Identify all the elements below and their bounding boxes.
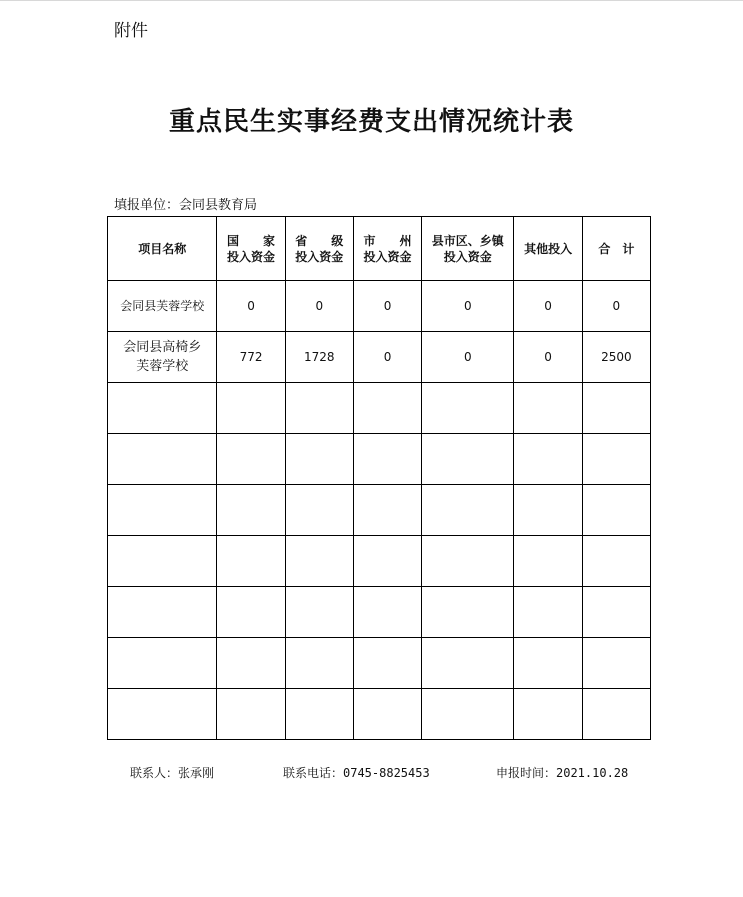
table-row — [108, 281, 651, 332]
empty-cell — [217, 383, 285, 434]
empty-cell — [108, 434, 217, 485]
empty-cell — [514, 689, 582, 740]
empty-cell — [422, 587, 514, 638]
empty-cell — [108, 383, 217, 434]
empty-cell — [582, 485, 650, 536]
empty-cell — [514, 434, 582, 485]
report-date: 申报时间：2021.10.28 — [496, 766, 629, 780]
cell-total: 2500 — [582, 332, 650, 383]
cell-provincial: 0 — [285, 281, 353, 332]
empty-cell — [285, 536, 353, 587]
empty-cell — [108, 536, 217, 587]
cell-total: 0 — [582, 281, 650, 332]
empty-cell — [217, 689, 285, 740]
table-row — [108, 332, 651, 383]
empty-table-row — [108, 689, 651, 740]
empty-cell — [422, 434, 514, 485]
cell-other: 0 — [514, 332, 582, 383]
empty-cell — [353, 383, 421, 434]
cell-county: 0 — [422, 281, 514, 332]
contact-phone: 联系电话：0745-8825453 — [283, 766, 430, 780]
empty-cell — [108, 587, 217, 638]
empty-cell — [353, 434, 421, 485]
empty-table-row — [108, 383, 651, 434]
empty-cell — [285, 638, 353, 689]
empty-cell — [582, 434, 650, 485]
header-national-funds: 国 家 投入资金 — [217, 217, 285, 281]
page-title: 重点民生实事经费支出情况统计表 — [168, 107, 574, 137]
empty-cell — [582, 638, 650, 689]
empty-cell — [217, 536, 285, 587]
empty-cell — [285, 587, 353, 638]
cell-city: 0 — [353, 281, 421, 332]
attachment-label: 附件 — [114, 21, 148, 41]
contact-person: 联系人：张承刚 — [130, 766, 215, 780]
empty-cell — [217, 485, 285, 536]
cell-project-name: 会同县芙蓉学校 — [108, 281, 217, 332]
empty-table-row — [108, 536, 651, 587]
empty-cell — [353, 587, 421, 638]
empty-cell — [217, 434, 285, 485]
empty-cell — [422, 536, 514, 587]
cell-provincial: 1728 — [285, 332, 353, 383]
empty-cell — [353, 536, 421, 587]
empty-cell — [582, 689, 650, 740]
empty-cell — [108, 689, 217, 740]
empty-cell — [353, 638, 421, 689]
empty-cell — [217, 587, 285, 638]
empty-cell — [582, 536, 650, 587]
expenditure-table — [107, 216, 651, 740]
empty-cell — [353, 485, 421, 536]
empty-table-row — [108, 587, 651, 638]
reporting-unit: 填报单位：会同县教育局 — [114, 198, 258, 213]
cell-county: 0 — [422, 332, 514, 383]
header-county-funds: 县市区、乡镇 投入资金 — [422, 217, 514, 281]
header-total: 合 计 — [582, 217, 650, 281]
empty-cell — [285, 434, 353, 485]
empty-cell — [422, 638, 514, 689]
header-provincial-funds: 省 级 投入资金 — [285, 217, 353, 281]
empty-cell — [582, 587, 650, 638]
empty-cell — [108, 638, 217, 689]
cell-national: 0 — [217, 281, 285, 332]
empty-cell — [353, 689, 421, 740]
cell-national: 772 — [217, 332, 285, 383]
empty-table-row — [108, 434, 651, 485]
header-other-funds: 其他投入 — [514, 217, 582, 281]
top-divider — [0, 0, 743, 1]
header-city-funds: 市 州 投入资金 — [353, 217, 421, 281]
empty-cell — [514, 485, 582, 536]
cell-project-name: 会同县高椅乡芙蓉学校 — [108, 332, 217, 383]
empty-cell — [285, 689, 353, 740]
empty-cell — [422, 485, 514, 536]
empty-cell — [285, 383, 353, 434]
empty-table-row — [108, 485, 651, 536]
empty-cell — [514, 383, 582, 434]
empty-cell — [514, 536, 582, 587]
header-project-name: 项目名称 — [108, 217, 217, 281]
empty-cell — [422, 383, 514, 434]
table-header-row — [108, 217, 651, 281]
empty-cell — [285, 485, 353, 536]
cell-city: 0 — [353, 332, 421, 383]
cell-other: 0 — [514, 281, 582, 332]
empty-cell — [582, 383, 650, 434]
empty-cell — [422, 689, 514, 740]
empty-cell — [514, 587, 582, 638]
empty-cell — [108, 485, 217, 536]
empty-table-row — [108, 638, 651, 689]
empty-cell — [514, 638, 582, 689]
empty-cell — [217, 638, 285, 689]
